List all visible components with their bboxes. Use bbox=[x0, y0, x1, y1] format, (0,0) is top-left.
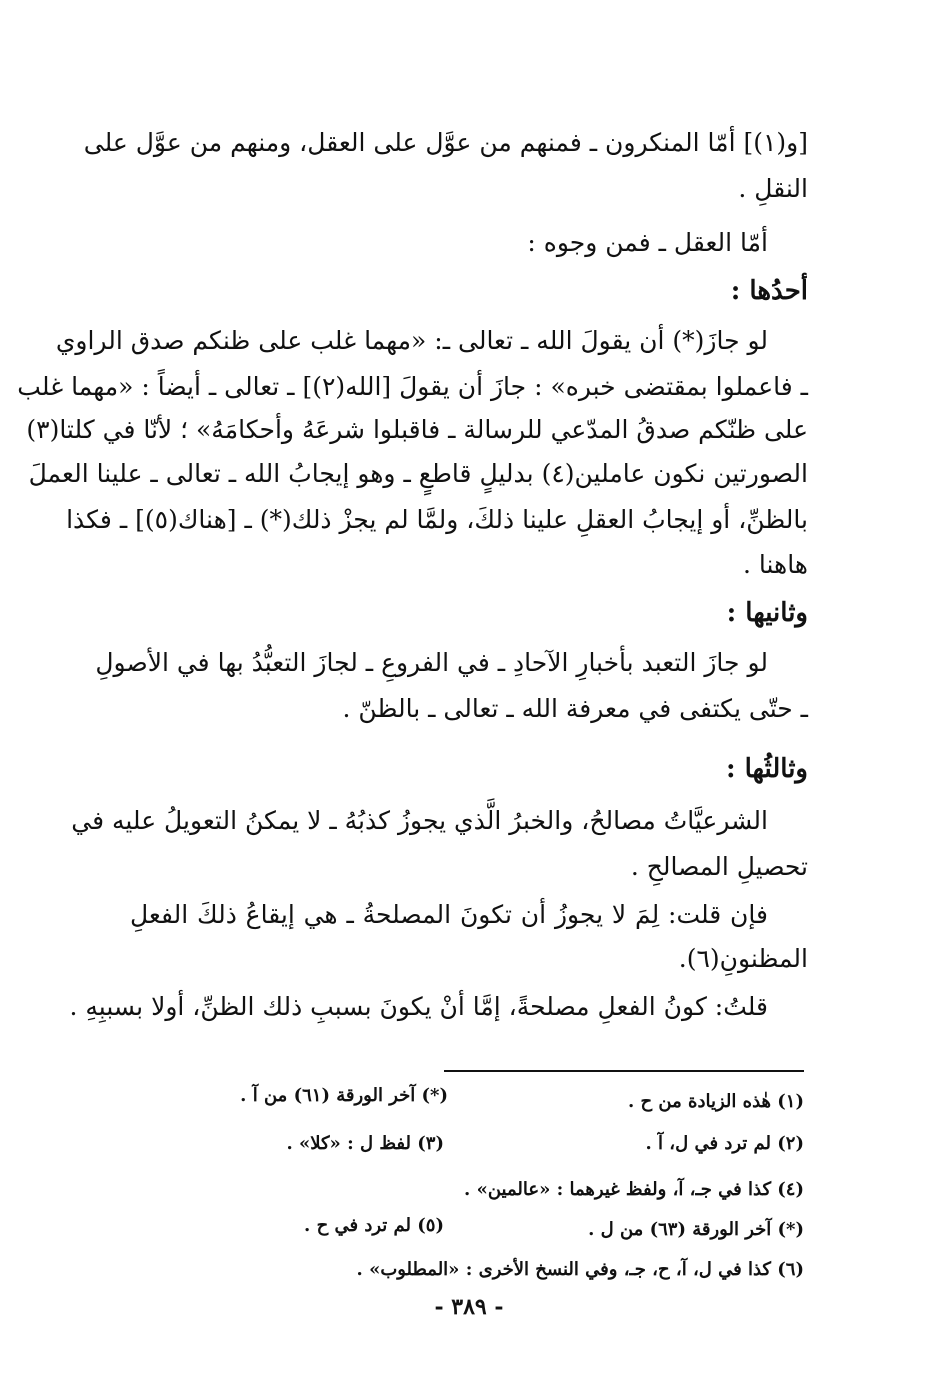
footnote: (*) آخر الورقة (٦٣) من ل . bbox=[588, 1219, 804, 1240]
paragraph-line: فإن قلت: لِمَ لا يجوزُ أن تكونَ المصلحةُ ـ هي إيقاعُ ذلكَ الفعلِ bbox=[130, 900, 768, 929]
paragraph-line: المظنونِ(٦). bbox=[678, 944, 808, 973]
paragraph-line: بالظنِّ، أو إيجابُ العقلِ علينا ذلكَ، ولمَّا لم يجزْ ذلك(*) ـ [هناك(٥)] ـ فكذا bbox=[66, 505, 808, 534]
section-heading: وثالثُها : bbox=[725, 754, 808, 784]
paragraph-line: ـ فاعملوا بمقتضى خبره» : جازَ أن يقولَ [الله(٢)] ـ تعالى ـ أيضاً : «مهما غلب bbox=[17, 372, 808, 401]
paragraph-line: قلتُ: كونُ الفعلِ مصلحةً، إمَّا أنْ يكونَ بسببِ ذلك الظنِّ، أولا بسببِهِ . bbox=[69, 992, 768, 1021]
paragraph-line: لو جازَ(*) أن يقولَ الله ـ تعالى ـ: «مهما غلب على ظنكم صدق الراوي bbox=[55, 326, 768, 355]
footnote: (*) آخر الورقة (٦١) من آ . bbox=[240, 1085, 448, 1106]
footnote-separator bbox=[444, 1070, 804, 1072]
section-heading: أحدُها : bbox=[730, 276, 808, 306]
section-heading: وثانيها : bbox=[726, 598, 808, 628]
paragraph-line: هاهنا . bbox=[742, 550, 808, 579]
footnote: (١) هٰذه الزيادة من ح . bbox=[627, 1091, 804, 1112]
footnote: (٥) لم ترد في ح . bbox=[304, 1215, 444, 1236]
paragraph-line: الصورتين نكون عاملين(٤) بدليلٍ قاطعٍ ـ وهو إيجابُ الله ـ تعالى ـ علينا العملَ bbox=[28, 459, 808, 488]
paragraph-line: لو جازَ التعبد بأخبارِ الآحادِ ـ في الفروعِ ـ لجازَ التعبُّدُ بها في الأصولِ bbox=[95, 648, 768, 677]
paragraph-line: ـ حتّى يكتفى في معرفة الله ـ تعالى ـ بالظنّ . bbox=[342, 694, 808, 723]
footnote: (٢) لم ترد في ل، آ . bbox=[645, 1133, 804, 1154]
paragraph-line: النقلِ . bbox=[738, 174, 808, 203]
footnote: (٦) كذا في ل، آ، ح، جـ، وفي النسخ الأخرى : «المطلوب» . bbox=[356, 1259, 804, 1280]
paragraph-line: أمّا العقل ـ فمن وجوه : bbox=[527, 228, 768, 257]
paragraph-line: على ظنّكم صدقُ المدّعي للرسالة ـ فاقبلوا شرعَهُ وأحكامَهُ» ؛ لأنّا في كلتا(٣) bbox=[26, 415, 808, 444]
page-number: - ٣٨٩ - bbox=[434, 1294, 504, 1320]
paragraph-line: [و(١)] أمّا المنكرون ـ فمنهم من عوَّل على العقل، ومنهم من عوَّل على bbox=[83, 128, 808, 157]
footnote: (٣) لفظ ل : «كلا» . bbox=[286, 1133, 444, 1154]
paragraph-line: الشرعيَّاتُ مصالحُ، والخبرُ الَّذي يجوزُ كذبُهُ ـ لا يمكنُ التعويلُ عليه في bbox=[71, 806, 768, 835]
paragraph-line: تحصيلِ المصالحِ . bbox=[630, 852, 808, 881]
footnote: (٤) كذا في جـ، آ، ولفظ غيرهما : «عالمين» . bbox=[464, 1179, 804, 1200]
